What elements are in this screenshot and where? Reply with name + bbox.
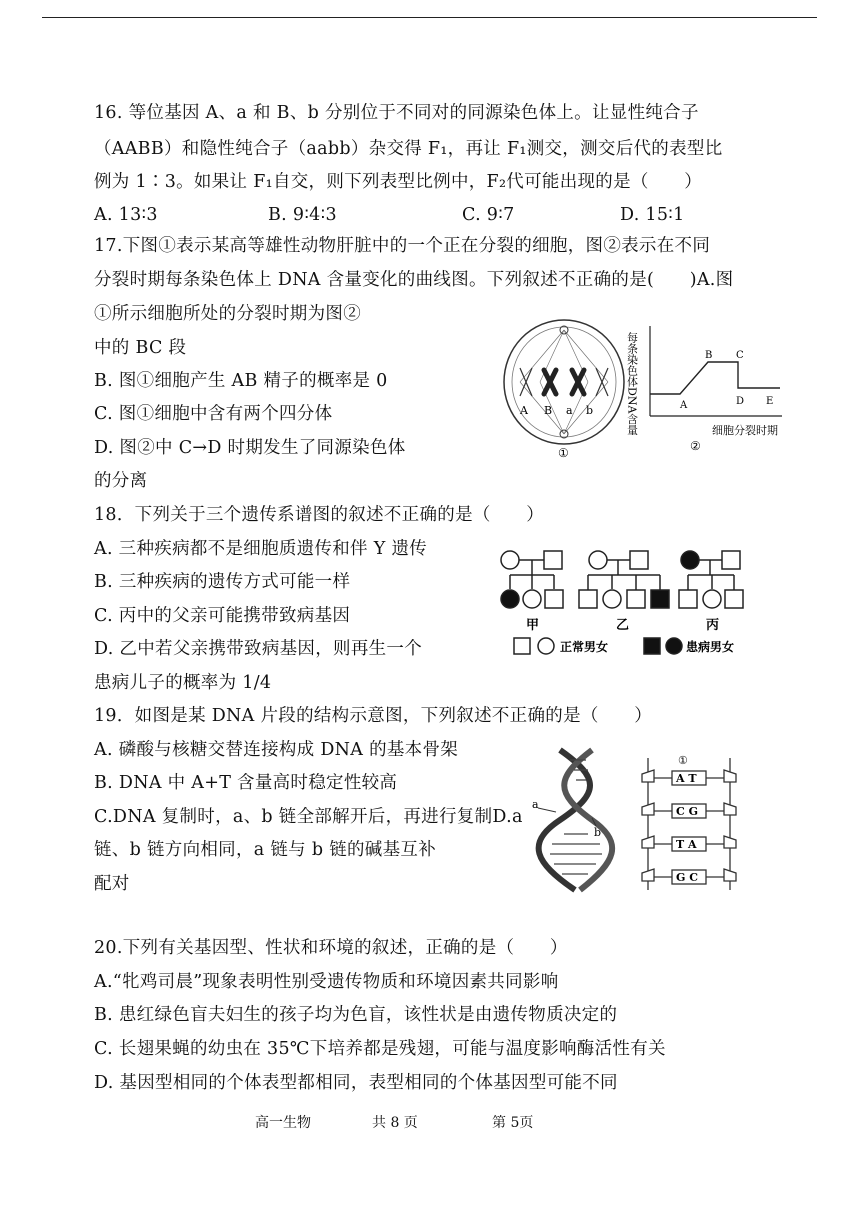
footer-total-pages: 共 8 页 [372,1115,418,1131]
q17-stem-line4: 中的 BC 段 [94,338,187,358]
pedigree-label-yi: 乙 [616,618,630,633]
ladder-pair-1: A T [676,772,697,785]
ladder-pair-4: G C [676,871,698,884]
q18-option-a: A. 三种疾病都不是细胞质遗传和伴 Y 遗传 [94,539,428,559]
ladder-pair-3: T A [676,838,697,851]
q18-option-d-line1: D. 乙中若父亲携带致病基因，则再生一个 [94,639,423,659]
graph-x-label: 细胞分裂时期 [712,424,778,437]
q16-option-c: C. 9∶7 [462,205,515,225]
q16-stem-line1: 16. 等位基因 A、a 和 B、b 分别位于不同对的同源染色体上。让显性纯合子 [94,103,699,123]
cell-label-b-lower: b [586,404,594,417]
q17-dna-graph [625,322,790,456]
pedigree-label-jia: 甲 [526,618,540,633]
graph-point-b: B [705,350,713,361]
q19-option-d-line2: 配对 [94,874,130,894]
graph-point-a: A [680,400,688,411]
q19-stem: 19．如图是某 DNA 片段的结构示意图，下列叙述不正确的是（ ） [94,706,653,726]
q18-option-c: C. 丙中的父亲可能携带致病基因 [94,606,351,626]
header-rule [42,17,817,18]
footer-subject: 高一生物 [255,1115,311,1131]
q17-stem-line1: 17.下图①表示某高等雄性动物肝脏中的一个正在分裂的细胞，图②表示在不同 [94,236,711,256]
q16-option-a: A. 13∶3 [94,205,158,225]
legend-affected-label: 患病男女 [686,640,735,654]
q16-option-b: B. 9∶4∶3 [268,205,337,225]
q20-option-c: C. 长翅果蝇的幼虫在 35℃下培养都是残翅，可能与温度影响酶活性有关 [94,1039,666,1059]
q18-pedigree-figure [494,545,754,663]
helix-strand-b: b [594,826,602,839]
q18-option-d-line2: 患病儿子的概率为 1/4 [94,673,272,693]
q16-option-d: D. 15∶1 [620,205,685,225]
helix-strand-a: a [532,798,539,811]
q20-option-d: D. 基因型相同的个体表型都相同，表型相同的个体基因型可能不同 [94,1073,618,1093]
q17-option-c: C. 图①细胞中含有两个四分体 [94,404,333,424]
graph-point-c: C [736,350,744,361]
q17-stem-line3: ①所示细胞所处的分裂时期为图② [94,304,361,324]
cell-figure-caption: ① [558,446,569,460]
pedigree-label-bing: 丙 [706,618,720,633]
q19-dna-ladder [630,752,750,897]
q16-stem-line3: 例为 1∶3。如果让 F₁自交，则下列表型比例中，F₂代可能出现的是（ ） [94,172,703,192]
q17-stem-line2: 分裂时期每条染色体上 DNA 含量变化的曲线图。下列叙述不正确的是( )A.图 [94,270,734,290]
q20-option-b: B. 患红绿色盲夫妇生的孩子均为色盲，该性状是由遗传物质决定的 [94,1005,618,1025]
ladder-pair-2: C G [676,805,698,818]
q16-stem-line2: （AABB）和隐性纯合子（aabb）杂交得 F₁，再让 F₁测交，测交后代的表型比 [94,139,723,159]
q20-stem: 20.下列有关基因型、性状和环境的叙述，正确的是（ ） [94,938,568,958]
q18-stem: 18．下列关于三个遗传系谱图的叙述不正确的是（ ） [94,505,545,525]
cell-label-a-upper: A [520,404,528,417]
q17-cell-figure [500,318,628,460]
q19-option-a: A. 磷酸与核糖交替连接构成 DNA 的基本骨架 [94,740,459,760]
ladder-marker: ① [678,754,688,767]
legend-normal-label: 正常男女 [560,640,609,654]
cell-label-b-upper: B [544,404,553,417]
q20-option-a: A.“牝鸡司晨”现象表明性别受遗传物质和环境因素共同影响 [94,972,559,992]
cell-label-a-lower: a [566,404,573,417]
q18-option-b: B. 三种疾病的遗传方式可能一样 [94,572,351,592]
graph-point-d: D [736,396,745,407]
q17-option-b: B. 图①细胞产生 AB 精子的概率是 0 [94,371,388,391]
q19-double-helix [530,748,620,893]
graph-caption: ② [690,439,701,453]
graph-y-label: 每条染色体DNA含量 [625,332,639,436]
q17-option-d-line1: D. 图②中 C→D 时期发生了同源染色体 [94,438,406,458]
footer-page-number: 第 5页 [492,1115,534,1131]
q17-option-d-line2: 的分离 [94,471,148,491]
q19-option-b: B. DNA 中 A+T 含量高时稳定性较高 [94,773,398,793]
q19-option-c: C.DNA 复制时，a、b 链全部解开后，再进行复制D.a [94,807,523,827]
q19-option-d-line1: 链、b 链方向相同，a 链与 b 链的碱基互补 [94,840,436,860]
graph-point-e: E [766,396,774,407]
